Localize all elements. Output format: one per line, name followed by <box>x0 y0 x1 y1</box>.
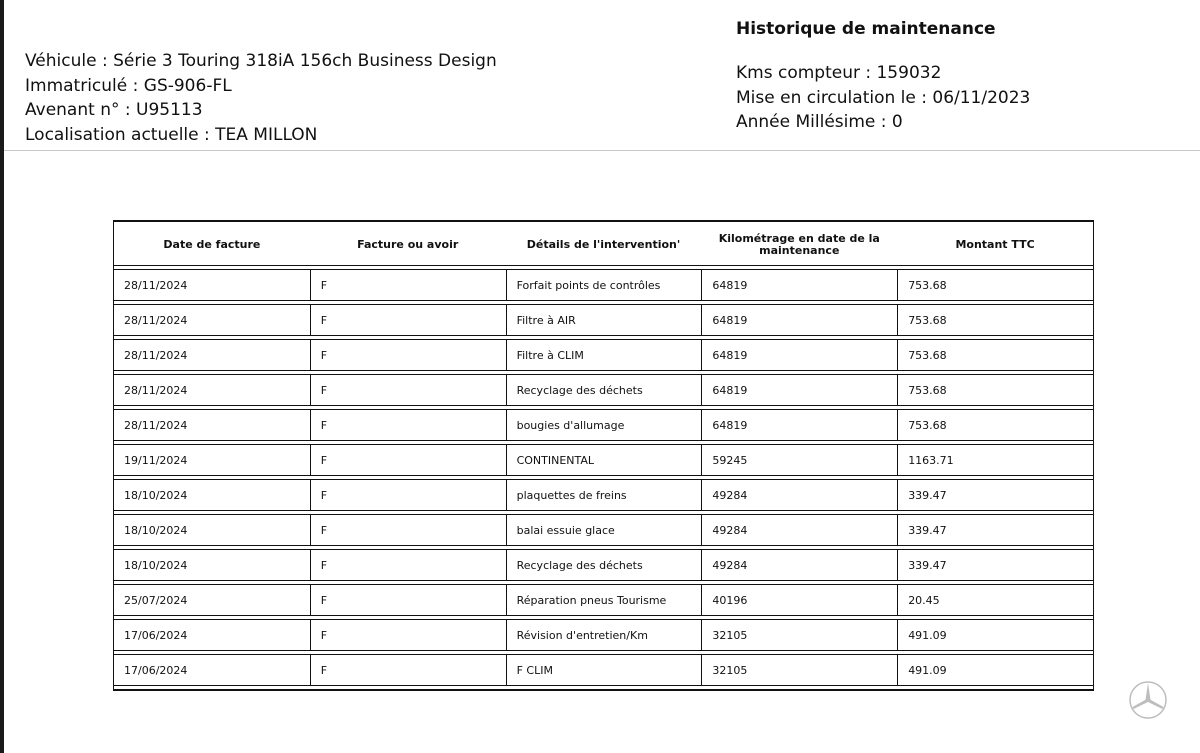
vehicle-plate: Immatriculé : GS-906-FL <box>25 75 232 96</box>
cell-mileage: 64819 <box>701 304 897 336</box>
table-row <box>114 514 1093 546</box>
cell-type: F <box>310 374 506 406</box>
cell-type: F <box>310 409 506 441</box>
table-row <box>114 549 1093 581</box>
cell-type: F <box>310 304 506 336</box>
cell-amount: 753.68 <box>897 374 1093 406</box>
cell-date: 28/11/2024 <box>114 409 310 441</box>
table-row <box>114 444 1093 476</box>
cell-type: F <box>310 514 506 546</box>
table-row <box>114 619 1093 651</box>
header-details: Détails de l'intervention' <box>506 225 702 266</box>
header-divider <box>4 150 1200 151</box>
cell-date: 18/10/2024 <box>114 514 310 546</box>
cell-details: Forfait points de contrôles <box>506 269 702 301</box>
cell-type: F <box>310 549 506 581</box>
cell-details: Réparation pneus Tourisme <box>506 584 702 616</box>
header-mileage: Kilométrage en date de la maintenance <box>701 225 897 266</box>
maintenance-table <box>113 220 1094 691</box>
cell-date: 25/07/2024 <box>114 584 310 616</box>
cell-details: Recyclage des déchets <box>506 549 702 581</box>
table-row <box>114 479 1093 511</box>
cell-amount: 491.09 <box>897 619 1093 651</box>
cell-details: F CLIM <box>506 654 702 686</box>
cell-details: Révision d'entretien/Km <box>506 619 702 651</box>
table-row <box>114 409 1093 441</box>
cell-details: CONTINENTAL <box>506 444 702 476</box>
cell-amount: 20.45 <box>897 584 1093 616</box>
cell-amount: 1163.71 <box>897 444 1093 476</box>
cell-mileage: 64819 <box>701 339 897 371</box>
vehicle-location: Localisation actuelle : TEA MILLON <box>25 124 318 145</box>
cell-date: 28/11/2024 <box>114 304 310 336</box>
cell-date: 19/11/2024 <box>114 444 310 476</box>
cell-mileage: 32105 <box>701 654 897 686</box>
table-row <box>114 304 1093 336</box>
cell-type: F <box>310 444 506 476</box>
cell-amount: 339.47 <box>897 549 1093 581</box>
model-year: Année Millésime : 0 <box>736 112 903 132</box>
mileage: Kms compteur : 159032 <box>736 63 942 83</box>
cell-details: balai essuie glace <box>506 514 702 546</box>
cell-date: 28/11/2024 <box>114 339 310 371</box>
table-row <box>114 374 1093 406</box>
star-logo-icon <box>1128 680 1168 720</box>
cell-amount: 753.68 <box>897 339 1093 371</box>
header-date: Date de facture <box>114 225 310 266</box>
vehicle-amendment: Avenant n° : U95113 <box>25 100 203 120</box>
cell-type: F <box>310 269 506 301</box>
first-registration: Mise en circulation le : 06/11/2023 <box>736 87 1031 108</box>
cell-amount: 339.47 <box>897 514 1093 546</box>
table-row <box>114 269 1093 301</box>
cell-date: 28/11/2024 <box>114 374 310 406</box>
cell-details: Filtre à CLIM <box>506 339 702 371</box>
cell-type: F <box>310 479 506 511</box>
cell-details: bougies d'allumage <box>506 409 702 441</box>
cell-details: Filtre à AIR <box>506 304 702 336</box>
cell-mileage: 64819 <box>701 374 897 406</box>
cell-mileage: 49284 <box>701 479 897 511</box>
table-header-row <box>114 225 1093 266</box>
cell-amount: 753.68 <box>897 269 1093 301</box>
cell-amount: 753.68 <box>897 304 1093 336</box>
cell-mileage: 40196 <box>701 584 897 616</box>
page-title: Historique de maintenance <box>736 19 996 39</box>
table-row <box>114 654 1093 686</box>
cell-type: F <box>310 339 506 371</box>
cell-mileage: 59245 <box>701 444 897 476</box>
cell-type: F <box>310 619 506 651</box>
cell-mileage: 49284 <box>701 514 897 546</box>
cell-mileage: 64819 <box>701 269 897 301</box>
table-row <box>114 584 1093 616</box>
cell-type: F <box>310 654 506 686</box>
cell-amount: 753.68 <box>897 409 1093 441</box>
header-amount: Montant TTC <box>897 225 1093 266</box>
table-body <box>114 269 1093 686</box>
cell-details: Recyclage des déchets <box>506 374 702 406</box>
cell-mileage: 32105 <box>701 619 897 651</box>
page-edge <box>0 0 4 753</box>
cell-amount: 491.09 <box>897 654 1093 686</box>
cell-date: 18/10/2024 <box>114 549 310 581</box>
vehicle-model: Véhicule : Série 3 Touring 318iA 156ch Business Design <box>25 51 497 71</box>
vehicle-info <box>25 49 497 147</box>
cell-date: 18/10/2024 <box>114 479 310 511</box>
header-type: Facture ou avoir <box>310 225 506 266</box>
cell-date: 17/06/2024 <box>114 619 310 651</box>
table-row <box>114 339 1093 371</box>
cell-details: plaquettes de freins <box>506 479 702 511</box>
summary-info <box>736 61 1030 135</box>
cell-amount: 339.47 <box>897 479 1093 511</box>
cell-date: 17/06/2024 <box>114 654 310 686</box>
cell-date: 28/11/2024 <box>114 269 310 301</box>
cell-mileage: 49284 <box>701 549 897 581</box>
cell-type: F <box>310 584 506 616</box>
cell-mileage: 64819 <box>701 409 897 441</box>
